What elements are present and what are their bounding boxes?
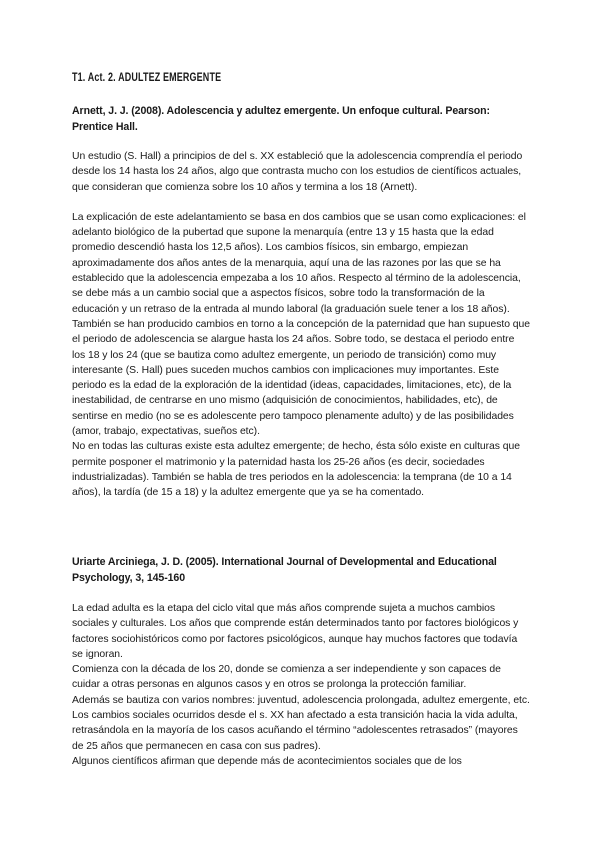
section-arnett [72, 104, 530, 501]
reference-citation: Arnett, J. J. (2008). Adolescencia y adultez emergente. Un enfoque cultural. Pearson: Prentice Hall. [72, 105, 490, 133]
paragraph: Un estudio (S. Hall) a principios de del s. XX estableció que la adolescencia comprendía el periodo desde los 14 hasta los 24 años, algo que contrasta mucho con los estudios de científicos actuales, que consideran que comienza sobre los 10 años y termina a los 18 (Arnett). [72, 151, 523, 193]
paragraph: Algunos científicos afirman que depende más de acontecimientos sociales que de los [72, 755, 462, 767]
reference-citation: Uriarte Arciniega, J. D. (2005). International Journal of Developmental and Educational Psychology, 3, 145-160 [72, 556, 497, 584]
paragraph: Además se bautiza con varios nombres: juventud, adolescencia prolongada, adultez emergente, etc. Los cambios sociales ocurridos desde el s. XX han afectado a esta transición hacia la vida adulta, retrasándola en la mayoría de los casos acuñando el término “adolescentes retrasados” (mayores de 25 años que permanecen en casa con sus padres). [72, 694, 530, 752]
page-title: T1. Act. 2. ADULTEZ EMERGENTE [72, 72, 222, 84]
section-uriarte [72, 555, 530, 769]
paragraph: La edad adulta es la etapa del ciclo vital que más años comprende sujeta a muchos cambios sociales y culturales. Los años que comprende están determinados tanto por factores biológicos y factores sociohistóricos como por factores psicológicos, aunque hay muchos factores que todavía se ignoran. [72, 603, 519, 660]
paragraph: No en todas las culturas existe esta adultez emergente; de hecho, ésta sólo existe en culturas que permite posponer el matrimonio y la paternidad hasta los 25-26 años (es decir, sociedades industrializadas). También se habla de tres periodos en la adolescencia: la temprana (de 10 a 14 años), la tardía (de 15 a 18) y la adultez emergente que ya se ha comentado. [72, 441, 520, 499]
paragraph: Comienza con la década de los 20, donde se comienza a ser independiente y son capaces de cuidar a otras personas en algunos casos y en otros se prolonga la protección familiar. [72, 664, 501, 691]
paragraph: La explicación de este adelantamiento se basa en dos cambios que se usan como explicaciones: el adelanto biológico de la pubertad que supone la menarquía (entre 13 y 15 hasta que la edad promedio descendió hasta los 12,5 años). Los cambios físicos, sin embargo, empiezan aproximadamente dos años antes de la menarquia, aquí una de las razones por las que se ha establecido que la adolescencia empezaba a los 10 años. Respecto al término de la adolescencia, se debe más a un cambio social que a aspectos físicos, sobre todo la transformación de la educación y un retraso de la entrada al mundo laboral (la graduación suele tener a los 18 años). También se han producido cambios en torno a la concepción de la paternidad que han supuesto que el periodo de adolescencia se alargue hasta los 24 años. Sobre todo, se destaca el periodo entre los 18 y los 24 (que se bautiza como adultez emergente, un periodo de transición) como muy interesante (S. Hall) pues suceden muchos cambios con implicaciones muy importantes. Este periodo es la edad de la exploración de la identidad (ideas, capacidades, limitaciones, etc), de la inestabilidad, de centrarse en uno mismo (adquisición de conocimientos, habilidades, etc), de sentirse en medio (no se es adolescente pero tampoco plenamente adulto) y de las posibilidades (amor, trabajo, expectativas, sueños etc). [72, 211, 530, 438]
